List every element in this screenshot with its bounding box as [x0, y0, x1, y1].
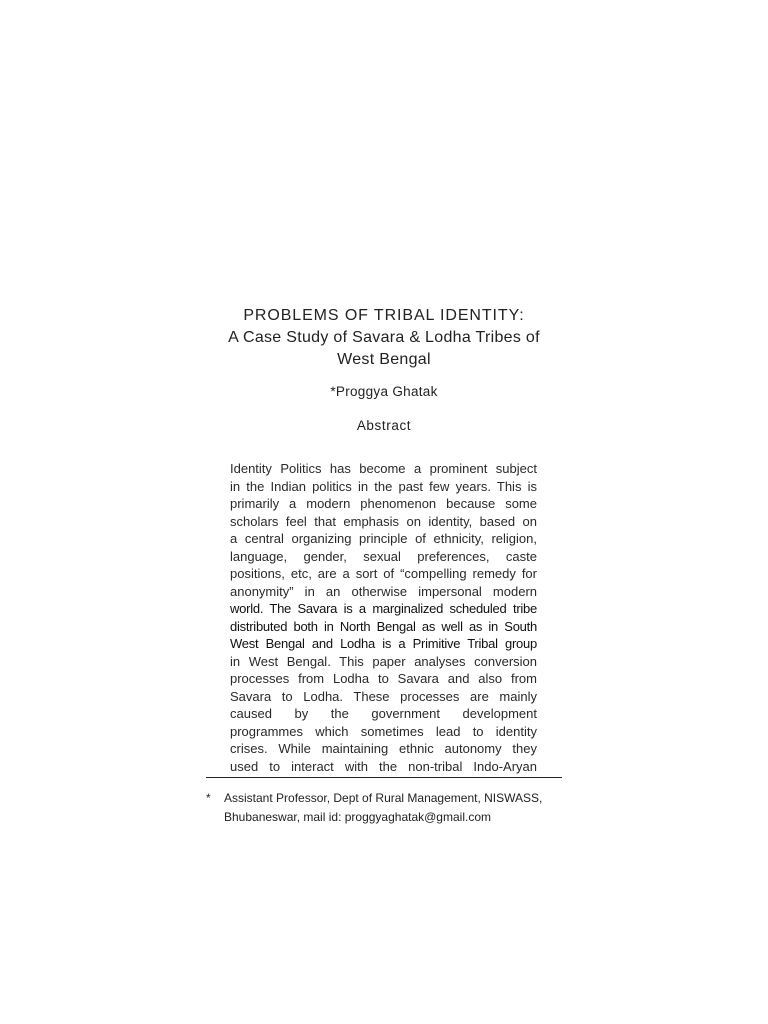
abstract-line: scholars feel that emphasis on identity, based on [230, 513, 537, 529]
abstract-line: in West Bengal. This paper analyses conversion [230, 653, 537, 669]
abstract-line: in the Indian politics in the past few years. This is [230, 478, 537, 494]
paper-subtitle-line1: A Case Study of Savara & Lodha Tribes of [228, 329, 540, 346]
abstract-line: West Bengal and Lodha is a Primitive Tribal group [230, 636, 537, 651]
author-name: *Proggya Ghatak [330, 384, 438, 399]
abstract-line: a central organizing principle of ethnicity, religion, [230, 531, 537, 546]
abstract-line: Savara to Lodha. These processes are mainly [230, 688, 537, 704]
footnote-marker: * [206, 791, 211, 805]
abstract-line: anonymity” in an otherwise impersonal modern [230, 583, 537, 599]
abstract-line: Identity Politics has become a prominent subject [230, 461, 537, 476]
abstract-line: processes from Lodha to Savara and also from [230, 671, 537, 686]
footnote-line: Bhubaneswar, mail id: proggyaghatak@gmail.com [224, 810, 491, 824]
abstract-line: world. The Savara is a marginalized scheduled tribe [230, 601, 537, 616]
abstract-body [230, 460, 537, 775]
paper-title: PROBLEMS OF TRIBAL IDENTITY: [243, 307, 525, 324]
footnote-line: Assistant Professor, Dept of Rural Management, NISWASS, [224, 791, 543, 805]
abstract-heading: Abstract [356, 418, 412, 433]
abstract-line: crises. While maintaining ethnic autonomy they [230, 741, 537, 756]
abstract-line: positions, etc, are a sort of “compelling remedy for [230, 566, 537, 581]
abstract-line: used to interact with the non-tribal Indo-Aryan [230, 758, 537, 774]
abstract-line: distributed both in North Bengal as well as in South [230, 618, 537, 634]
paper-subtitle-line2: West Bengal [337, 351, 431, 368]
abstract-line: language, gender, sexual preferences, caste [230, 548, 537, 564]
footnote [206, 789, 586, 827]
abstract-line: programmes which sometimes lead to identity [230, 723, 537, 739]
abstract-line: primarily a modern phenomenon because some [230, 496, 537, 511]
footnote-divider [206, 777, 562, 778]
title-block [0, 305, 768, 371]
abstract-line: caused by the government development [230, 706, 537, 721]
